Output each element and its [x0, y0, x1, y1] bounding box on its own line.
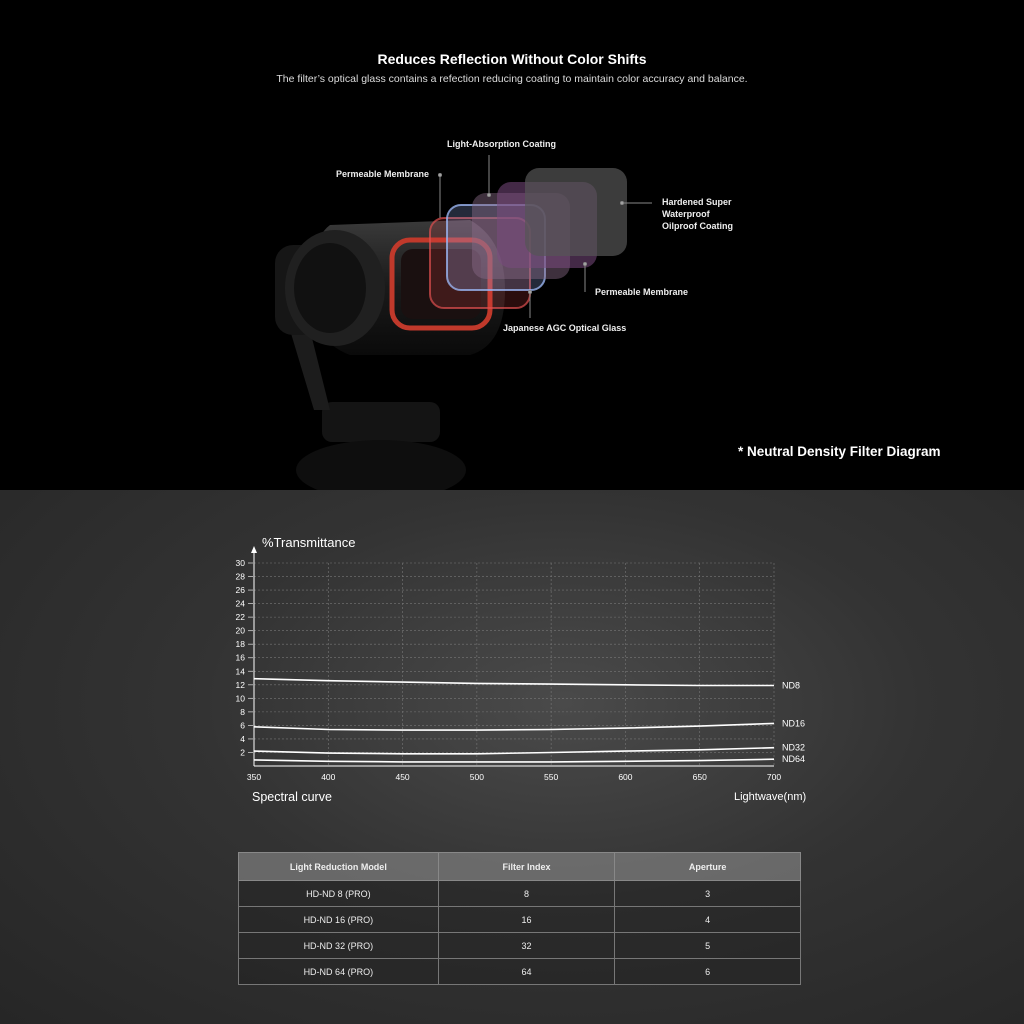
table-cell-model: HD-ND 32 (PRO)	[239, 933, 439, 959]
y-tick-label: 16	[235, 652, 245, 663]
callout-agc-glass: Japanese AGC Optical Glass	[503, 323, 627, 333]
table-row	[239, 881, 801, 907]
y-tick-label: 6	[240, 720, 245, 731]
callout-hardened-coating: Hardened Super Waterproof Oilproof Coating	[662, 197, 733, 231]
table-cell-filter-index: 16	[438, 907, 615, 933]
y-tick-label: 10	[235, 693, 245, 704]
table-cell-model: HD-ND 16 (PRO)	[239, 907, 439, 933]
series-line-nd16	[254, 723, 774, 730]
page-title: Reduces Reflection Without Color Shifts	[377, 51, 647, 67]
y-tick-label: 30	[235, 558, 245, 568]
y-tick-label: 18	[235, 639, 245, 650]
table-row	[239, 959, 801, 985]
table-header-aperture: Aperture	[615, 853, 801, 881]
filter-spec-table	[238, 852, 801, 985]
x-tick-label: 700	[766, 772, 782, 782]
x-tick-label: 500	[469, 772, 484, 782]
y-tick-label: 24	[235, 598, 245, 609]
series-line-nd32	[254, 748, 774, 754]
table-cell-filter-index: 32	[438, 933, 615, 959]
table-header-row	[239, 853, 801, 881]
nd-filter-diagram-note: * Neutral Density Filter Diagram	[738, 444, 941, 459]
series-label-nd32: ND32	[782, 742, 806, 753]
chart-x-axis-label: Lightwave(nm)	[734, 791, 807, 803]
y-tick-label: 26	[235, 585, 245, 596]
table-cell-aperture: 6	[615, 959, 801, 985]
series-line-nd64	[254, 759, 774, 762]
y-tick-label: 8	[240, 706, 245, 717]
x-tick-label: 550	[544, 772, 559, 782]
x-tick-label: 650	[692, 772, 707, 782]
y-tick-label: 20	[235, 625, 245, 636]
table-cell-filter-index: 8	[438, 881, 615, 907]
x-tick-label: 400	[321, 772, 336, 782]
table-cell-filter-index: 64	[438, 959, 615, 985]
y-tick-label: 4	[240, 733, 245, 744]
table-header-filter-index: Filter Index	[438, 853, 615, 881]
y-tick-label: 2	[240, 747, 245, 758]
y-tick-label: 22	[235, 612, 245, 623]
series-line-nd8	[254, 679, 774, 686]
y-tick-label: 28	[235, 571, 245, 582]
callout-light-absorption: Light-Absorption Coating	[447, 139, 556, 149]
series-label-nd64: ND64	[782, 754, 806, 765]
table-cell-aperture: 4	[615, 907, 801, 933]
page-subtitle: The filter’s optical glass contains a refection reducing coating to maintain color accuracy and balance.	[276, 73, 748, 85]
x-tick-label: 350	[246, 772, 262, 782]
series-label-nd16: ND16	[782, 718, 806, 729]
x-tick-label: 600	[618, 772, 633, 782]
table-row	[239, 933, 801, 959]
table-cell-aperture: 5	[615, 933, 801, 959]
spectral-chart	[0, 490, 1024, 810]
table-cell-model: HD-ND 64 (PRO)	[239, 959, 439, 985]
x-tick-label: 450	[395, 772, 410, 782]
series-label-nd8: ND8	[782, 680, 801, 691]
y-tick-label: 12	[235, 679, 245, 690]
table-row	[239, 907, 801, 933]
chart-caption: Spectral curve	[252, 790, 332, 804]
y-axis-arrow	[251, 546, 257, 553]
table-cell-aperture: 3	[615, 881, 801, 907]
callout-permeable-membrane-top: Permeable Membrane	[336, 169, 430, 179]
callout-permeable-membrane-right: Permeable Membrane	[595, 287, 689, 297]
y-tick-label: 14	[235, 666, 245, 677]
table-cell-model: HD-ND 8 (PRO)	[239, 881, 439, 907]
chart-y-axis-label: %Transmittance	[262, 535, 356, 550]
table-header-model: Light Reduction Model	[239, 853, 439, 881]
filter-diagram	[0, 0, 1024, 490]
